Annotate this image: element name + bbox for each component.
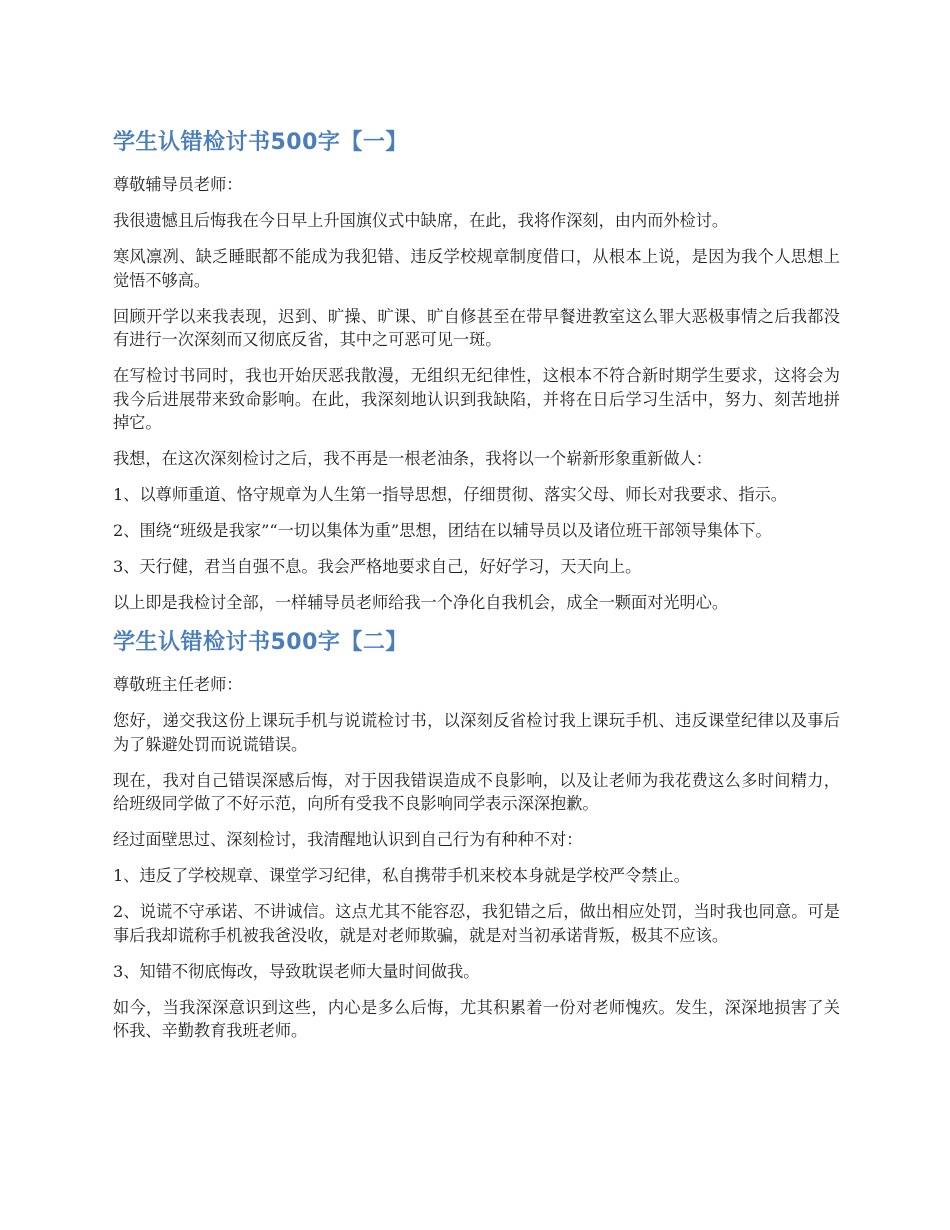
paragraph: 如今，当我深深意识到这些，内心是多么后悔，尤其积累着一份对老师愧疚。发生，深深地损害了关怀我、辛勤教育我班老师。: [113, 997, 840, 1040]
list-item: 2、说谎不守承诺、不讲诚信。这点尤其不能容忍，我犯错之后，做出相应处罚，当时我也同意。可是事后我却谎称手机被我爸没收，就是对老师欺骗，就是对当初承诺背叛，极其不应该。: [113, 902, 840, 945]
salutation: 尊敬班主任老师：: [113, 675, 243, 694]
section-one: [113, 127, 840, 615]
section-title: 学生认错检讨书500字【一】: [113, 130, 408, 155]
section-title: 学生认错检讨书500字【二】: [113, 630, 408, 655]
paragraph: 在写检讨书同时，我也开始厌恶我散漫，无组织无纪律性，这根本不符合新时期学生要求，这将会为我今后进展带来致命影响。在此，我深刻地认识到我缺陷，并将在日后学习生活中，努力、刻苦地拼掉它。: [113, 366, 840, 432]
salutation: 尊敬辅导员老师：: [113, 175, 243, 194]
list-item: 1、违反了学校规章、课堂学习纪律，私自携带手机来校本身就是学校严令禁止。: [113, 866, 690, 885]
paragraph: 您好，递交我这份上课玩手机与说谎检讨书，以深刻反省检讨我上课玩手机、违反课堂纪律以及事后为了躲避处罚而说谎错误。: [113, 711, 840, 754]
paragraph: 回顾开学以来我表现，迟到、旷操、旷课、旷自修甚至在带早餐进教室这么罪大恶极事情之后我都没有进行一次深刻而又彻底反省，其中之可恶可见一斑。: [113, 306, 840, 349]
paragraph: 我很遗憾且后悔我在今日早上升国旗仪式中缺席，在此，我将作深刻，由内而外检讨。: [113, 211, 729, 230]
document-page: [113, 127, 840, 1055]
list-item: 2、围绕“班级是我家”“一切以集体为重”思想，团结在以辅导员以及诸位班干部领导集体下。: [113, 521, 772, 540]
paragraph: 我想，在这次深刻检讨之后，我不再是一根老油条，我将以一个崭新形象重新做人：: [113, 449, 712, 468]
paragraph: 经过面壁思过、深刻检讨，我清醒地认识到自己行为有种种不对：: [113, 830, 583, 849]
paragraph: 现在，我对自己错误深感后悔，对于因我错误造成不良影响，以及让老师为我花费这么多时间精力，给班级同学做了不好示范，向所有受我不良影响同学表示深深抱歉。: [113, 770, 840, 813]
list-item: 3、天行健，君当自强不息。我会严格地要求自己，好好学习，天天向上。: [113, 557, 642, 576]
list-item: 3、知错不彻底悔改，导致耽误老师大量时间做我。: [113, 961, 480, 981]
paragraph: 寒风凛冽、缺乏睡眠都不能成为我犯错、违反学校规章制度借口，从根本上说，是因为我个人思想上觉悟不够高。: [113, 247, 840, 290]
section-two: [113, 627, 840, 1043]
list-item: 1、以尊师重道、恪守规章为人生第一指导思想，仔细贯彻、落实父母、师长对我要求、指示。: [113, 485, 787, 504]
paragraph: 以上即是我检讨全部，一样辅导员老师给我一个净化自我机会，成全一颗面对光明心。: [113, 593, 729, 612]
